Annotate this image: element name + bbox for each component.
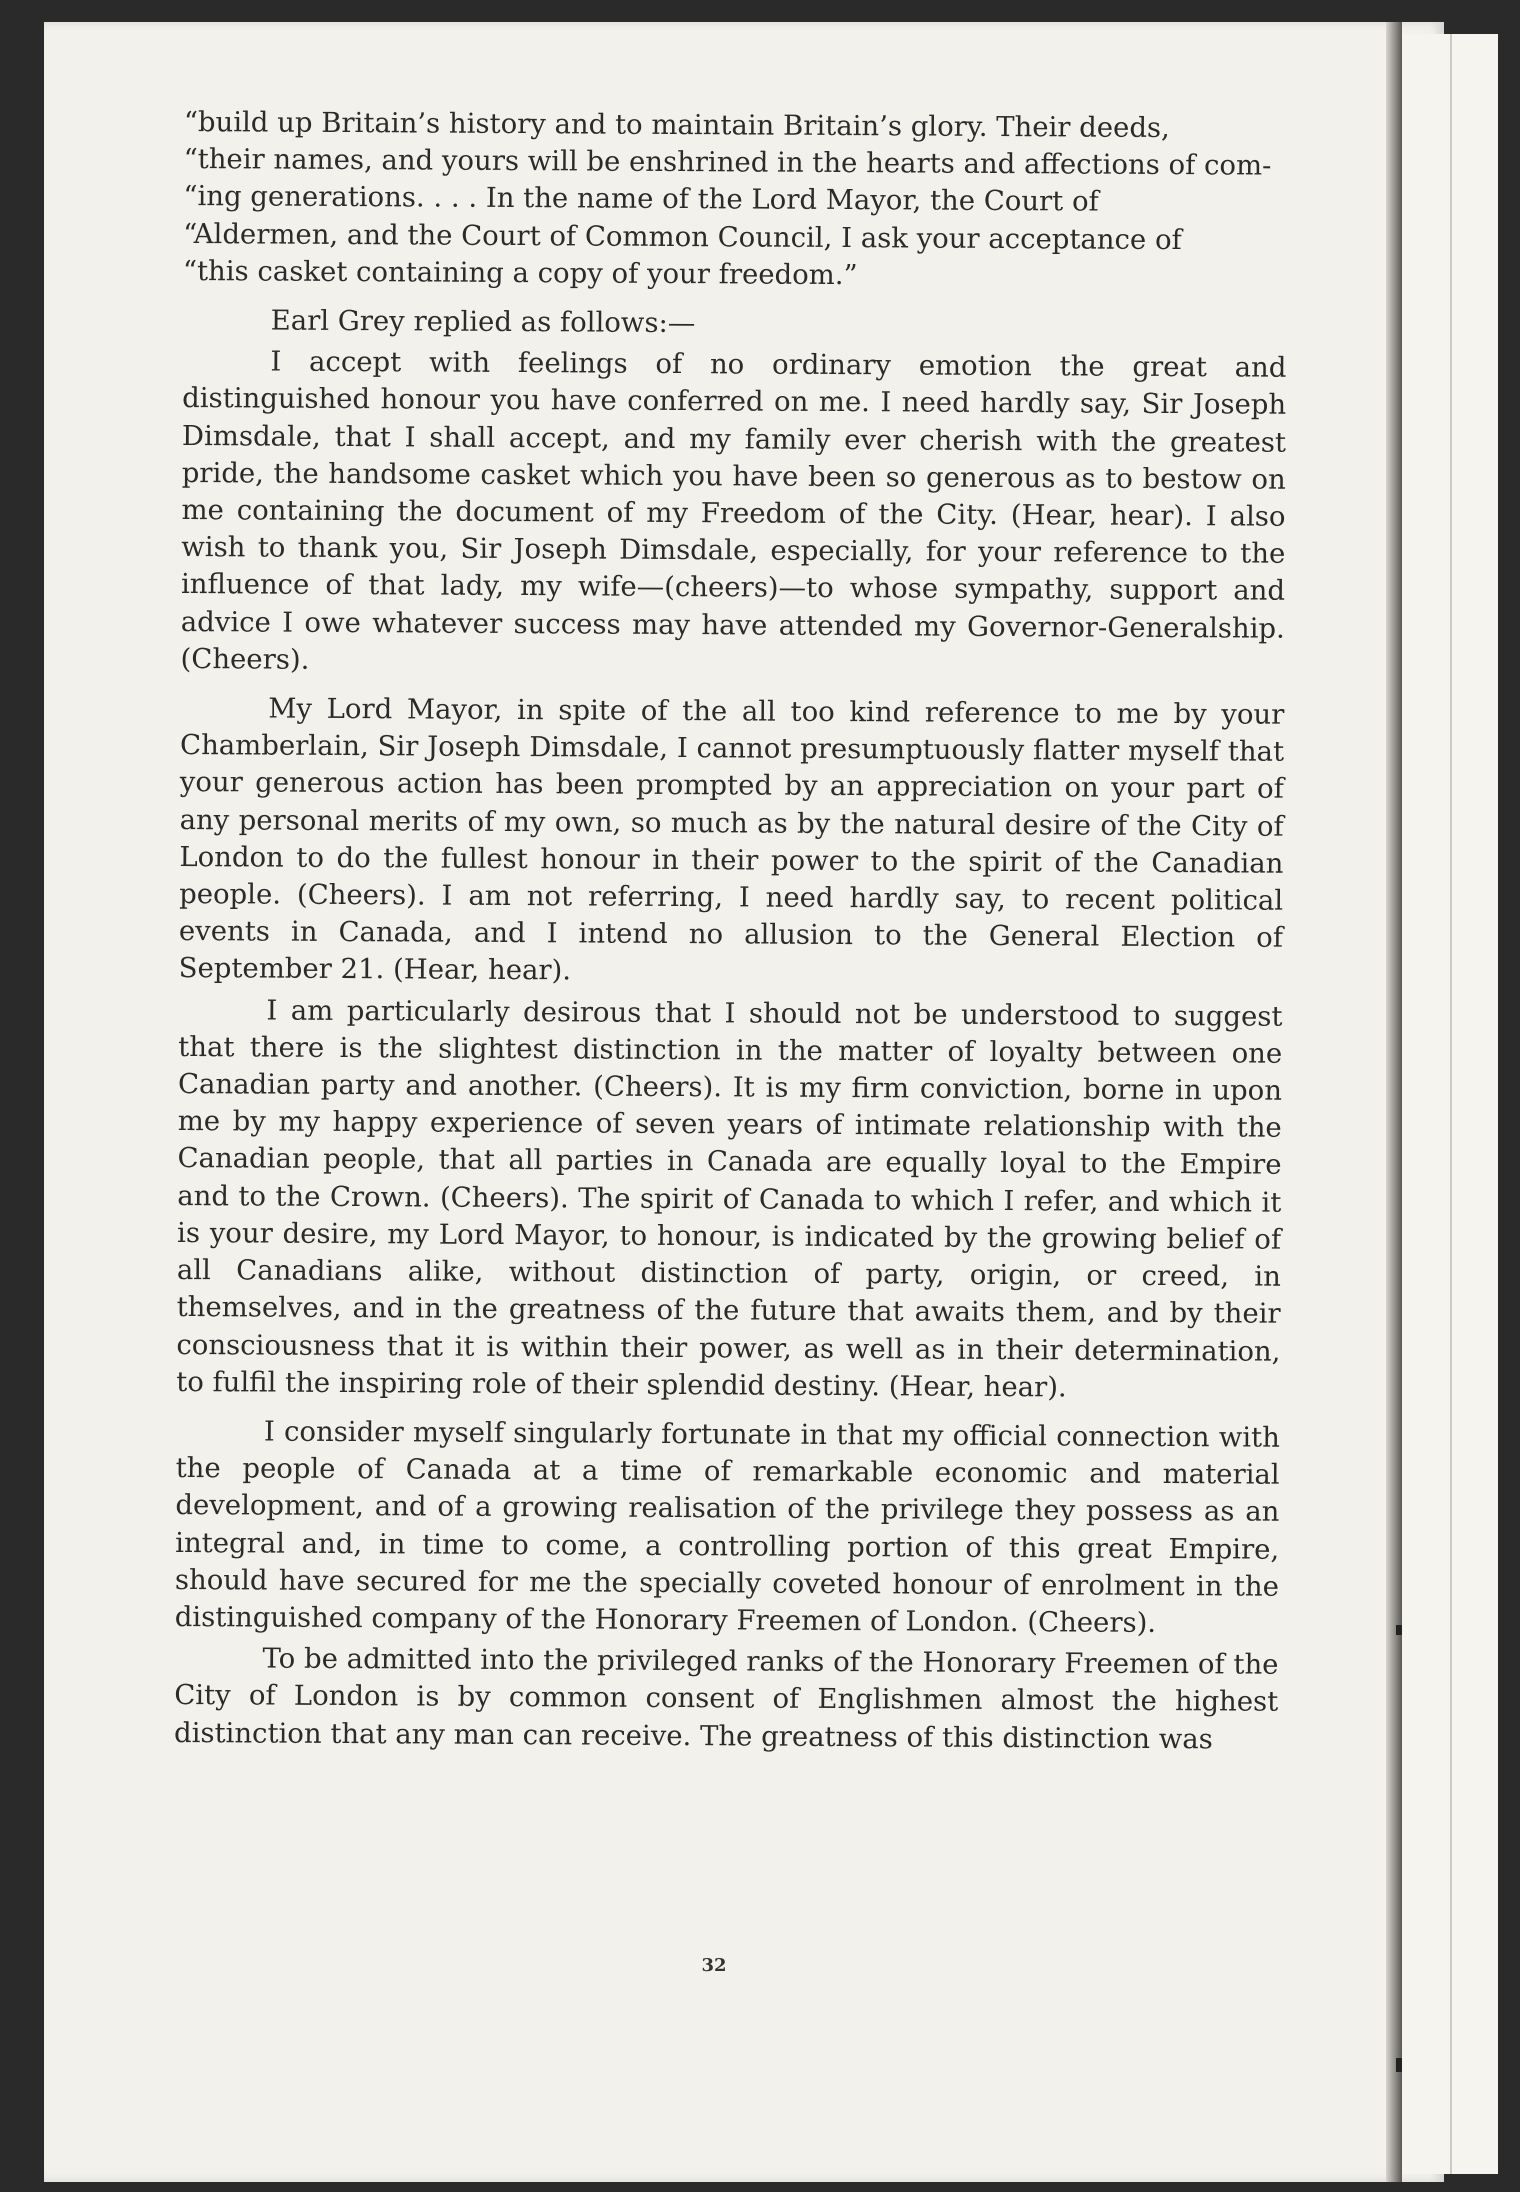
paragraph: My Lord Mayor, in spite of the all too kind reference to me by your Chamberlain, Sir Joseph Dimsdale, I cannot presumptuously flatter myself that your generous action has been prompted by an appreciation on your part of any personal merits of my own, so much as by the natural desire of the City of London to do the fullest honour in their power to the spirit of the Canadian people. (Cheers). I am not referring, I need hardly say, to recent political events in Canada, and I intend no allusion to the General Election of September 21. (Hear, hear).: [178, 692, 1285, 987]
page-fold: [1386, 22, 1402, 2182]
facing-page-edge: [1450, 34, 1452, 2174]
paragraph: To be admitted into the privileged ranks of the Honorary Freemen of the City of London is by common consent of Englishmen almost the highest distinction that any man can receive. The greatness of this distinction was: [173, 1642, 1279, 1755]
quote-line: “ing generations. . . . In the name of the Lord Mayor, the Court of: [183, 180, 1099, 218]
page-text: [174, 104, 1288, 1758]
paragraph: I accept with feelings of no ordinary emotion the great and distinguished honour you have conferred on me. I need hardly say, Sir Joseph Dimsdale, that I shall accept, and my family ever cherish with the greatest pride, the handsome casket which you have been so generous as to bestow on me containing the document of my Freedom of the City. (Hear, hear). I also wish to thank you, Sir Joseph Dimsdale, especially, for your reference to the influence of that lady, my wife—(cheers)—to whose sympathy, support and advice I owe whatever success may have attended my Governor-Generalship. (Cheers).: [180, 345, 1287, 676]
paragraph: I am particularly desirous that I should not be understood to suggest that there is the slightest distinction in the matter of loyalty between one Canadian party and another. (Cheers). It is my firm conviction, borne in upon me by my happy experience of seven years of intimate relationship with the Canadian people, that all parties in Canada are equally loyal to the Empire and to the Crown. (Cheers). The spirit of Canada to which I refer, and which it is your desire, my Lord Mayor, to honour, is indicated by the growing belief of all Canadians alike, without distinction of party, origin, or creed, in themselves, and in the greatness of the future that awaits them, and by their consciousness that it is within their power, as well as in their determination, to fulfil the inspiring role of their splendid destiny. (Hear, hear).: [176, 994, 1283, 1404]
paragraph: I consider myself singularly fortunate in that my official connection with the people of Canada at a time of remarkable economic and material development, and of a growing realisation of the privilege they possess as an integral and, in time to come, a controlling portion of this great Empire, should have secured for me the specially coveted honour of enrolment in the distinguished company of the Honorary Freemen of London. (Cheers).: [174, 1415, 1280, 1639]
quote-line: “their names, and yours will be enshrined in the hearts and affections of com-: [183, 143, 1272, 182]
reply-intro: Earl Grey replied as follows:—: [270, 304, 696, 340]
quote-line: “Aldermen, and the Court of Common Council, I ask your acceptance of: [183, 217, 1182, 256]
quote-line: “this casket containing a copy of your freedom.”: [182, 254, 858, 291]
quote-block: [183, 104, 1288, 297]
page-number: 32: [701, 1955, 727, 1976]
spine-mark: [1396, 2058, 1402, 2072]
quote-line: “build up Britain’s history and to maintain Britain’s glory. Their deeds,: [183, 105, 1170, 145]
spine-mark: [1396, 1625, 1402, 1635]
